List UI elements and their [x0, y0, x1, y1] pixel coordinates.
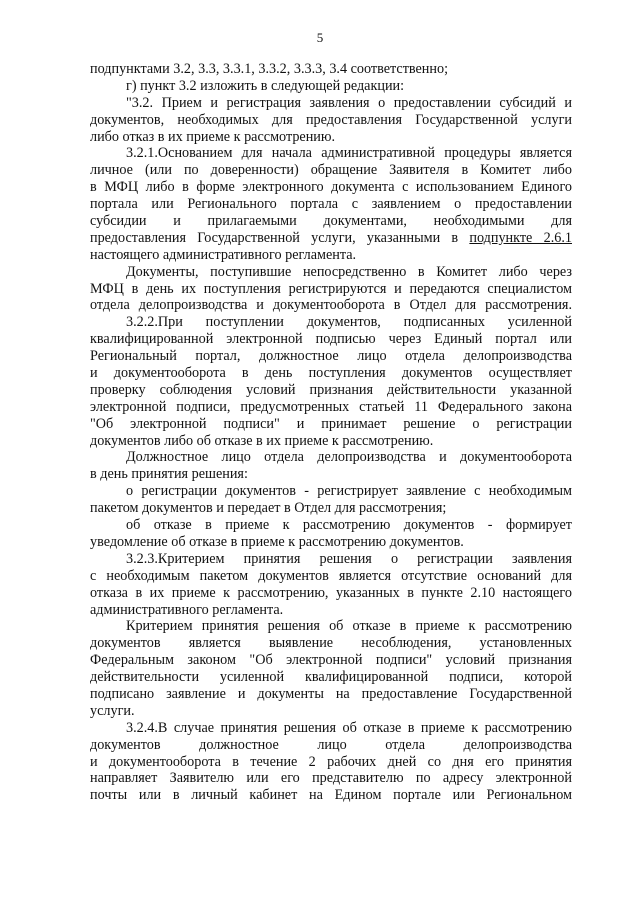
text-line: [90, 196, 572, 213]
text-line-content: предоставления Государственной услуги, указанными в: [90, 229, 470, 246]
text-line: [90, 754, 572, 771]
text-line-content: 3.2.4.В случае принятия решения об отказе в приеме к рассмотрению: [126, 719, 572, 736]
text-line-content: Должностное лицо отдела делопроизводства и документооборота: [126, 449, 572, 466]
page-number: 5: [316, 30, 324, 45]
text-line-content: отдела делопроизводства и документооборота в Отдел для рассмотрения.: [90, 297, 572, 314]
text-line: [90, 416, 572, 433]
text-line: [90, 720, 572, 737]
text-line-content: МФЦ в день их поступления регистрируются и передаются специалистом: [90, 280, 572, 297]
text-line-content: документов либо об отказе в их приеме к рассмотрению.: [90, 432, 434, 449]
text-line: [90, 247, 572, 264]
text-line: [90, 95, 572, 112]
text-line-content: 3.2.2.При поступлении документов, подписанных усиленной: [126, 314, 572, 331]
text-line: [90, 281, 572, 298]
text-line-content: о регистрации документов - регистрирует заявление с необходимым: [126, 483, 572, 500]
text-line: [90, 264, 572, 281]
text-line-content: квалифицированной электронной подписью через Единый портал или: [90, 331, 572, 348]
text-line-content: г) пункт 3.2 изложить в следующей редакции:: [126, 77, 405, 94]
text-line-content: электронной подписи, предусмотренных статьей 11 Федерального закона: [90, 398, 572, 415]
text-line-content: 3.2.3.Критерием принятия решения о регистрации заявления: [126, 550, 572, 567]
text-line: [90, 449, 572, 466]
text-line: [90, 618, 572, 635]
text-line: [90, 635, 572, 652]
text-line-content: об отказе в приеме к рассмотрению документов - формирует: [126, 517, 572, 534]
text-line: [90, 534, 572, 551]
text-line-content: документов является выявление несоблюдения, установленных: [90, 635, 572, 652]
text-line: [90, 686, 572, 703]
text-line: [90, 500, 572, 517]
text-line-content: Документы, поступившие непосредственно в Комитет либо через: [126, 263, 572, 280]
text-line-content: Федеральным законом "Об электронной подписи" условий признания: [90, 652, 572, 669]
text-line: [90, 703, 572, 720]
text-line: [90, 382, 572, 399]
text-line: [90, 433, 572, 450]
text-line-content: "3.2. Прием и регистрация заявления о предоставлении субсидий и: [126, 94, 572, 111]
text-line: [90, 331, 572, 348]
text-line: [90, 737, 572, 754]
text-line-content: действительности усиленной квалифицированной подписи, которой: [90, 669, 572, 686]
text-line-content: подпунктами 3.2, 3.3, 3.3.1, 3.3.2, 3.3.3, 3.4 соответственно;: [90, 61, 449, 77]
text-line: [90, 399, 572, 416]
text-line-content: в МФЦ либо в форме электронного документа с использованием Единого: [90, 179, 572, 196]
text-line: [90, 78, 572, 95]
text-line-content: 3.2.1.Основанием для начала административной процедуры является: [126, 145, 572, 162]
text-line: [90, 112, 572, 129]
text-line: [90, 787, 572, 804]
text-line-content: и документооборота в течение 2 рабочих дней со дня его принятия: [90, 753, 572, 770]
text-line-content: "Об электронной подписи" и принимает решение о регистрации: [90, 415, 572, 432]
text-line: [90, 517, 572, 534]
text-line: [90, 230, 572, 247]
text-line: [90, 365, 572, 382]
text-line: [90, 297, 572, 314]
text-line: [90, 652, 572, 669]
text-line-content: и документооборота в день поступления документов осуществляет: [90, 365, 572, 382]
text-line-content: документов должностное лицо отдела делопроизводства: [90, 736, 572, 753]
text-line: [90, 129, 572, 146]
underlined-reference: подпункте 2.6.1: [469, 229, 572, 246]
text-line-content: либо отказ в их приеме к рассмотрению.: [90, 128, 336, 145]
text-line: [90, 61, 572, 78]
text-line-content: административного регламента.: [90, 601, 284, 618]
text-line-content: пакетом документов и передает в Отдел для рассмотрения;: [90, 500, 447, 517]
text-line-content: уведомление об отказе в приеме к рассмотрению документов.: [90, 533, 464, 550]
document-body: [90, 61, 572, 804]
text-line: [90, 568, 572, 585]
text-line: [90, 483, 572, 500]
text-line: [90, 162, 572, 179]
text-line: [90, 770, 572, 787]
text-line-content: услуги.: [90, 702, 135, 719]
text-line: [90, 348, 572, 365]
text-line: [90, 213, 572, 230]
text-line-content: Региональный портал, должностное лицо отдела делопроизводства: [90, 348, 572, 365]
text-line-content: настоящего административного регламента.: [90, 246, 357, 263]
text-line: [90, 585, 572, 602]
text-line: [90, 145, 572, 162]
text-line: [90, 551, 572, 568]
text-line-content: подписано заявление и документы на предоставление Государственной: [90, 685, 572, 702]
text-line: [90, 669, 572, 686]
text-line-content: Критерием принятия решения об отказе в приеме к рассмотрению: [126, 618, 572, 635]
text-line-content: документов, необходимых для предоставления Государственной услуги: [90, 111, 572, 128]
text-line: [90, 314, 572, 331]
text-line-content: отказа в их приеме к рассмотрению, указанных в пункте 2.10 настоящего: [90, 584, 572, 601]
text-line-content: портала или Регионального портала с заявлением о предоставлении: [90, 196, 572, 213]
text-line-content: в день принятия решения:: [90, 466, 248, 483]
text-line-content: направляет Заявителю или его представителю по адресу электронной: [90, 770, 572, 787]
text-line: [90, 466, 572, 483]
text-line-content: почты или в личный кабинет на Едином портале или Региональном: [90, 787, 572, 804]
text-line-content: с необходимым пакетом документов является отсутствие оснований для: [90, 567, 572, 584]
text-line: [90, 179, 572, 196]
text-line-content: субсидии и прилагаемыми документами, необходимыми для: [90, 213, 572, 230]
text-line-content: личное (или по доверенности) обращение Заявителя в Комитет либо: [90, 162, 572, 179]
text-line: [90, 602, 572, 619]
text-line-content: проверку соблюдения условий признания действительности указанной: [90, 381, 572, 398]
